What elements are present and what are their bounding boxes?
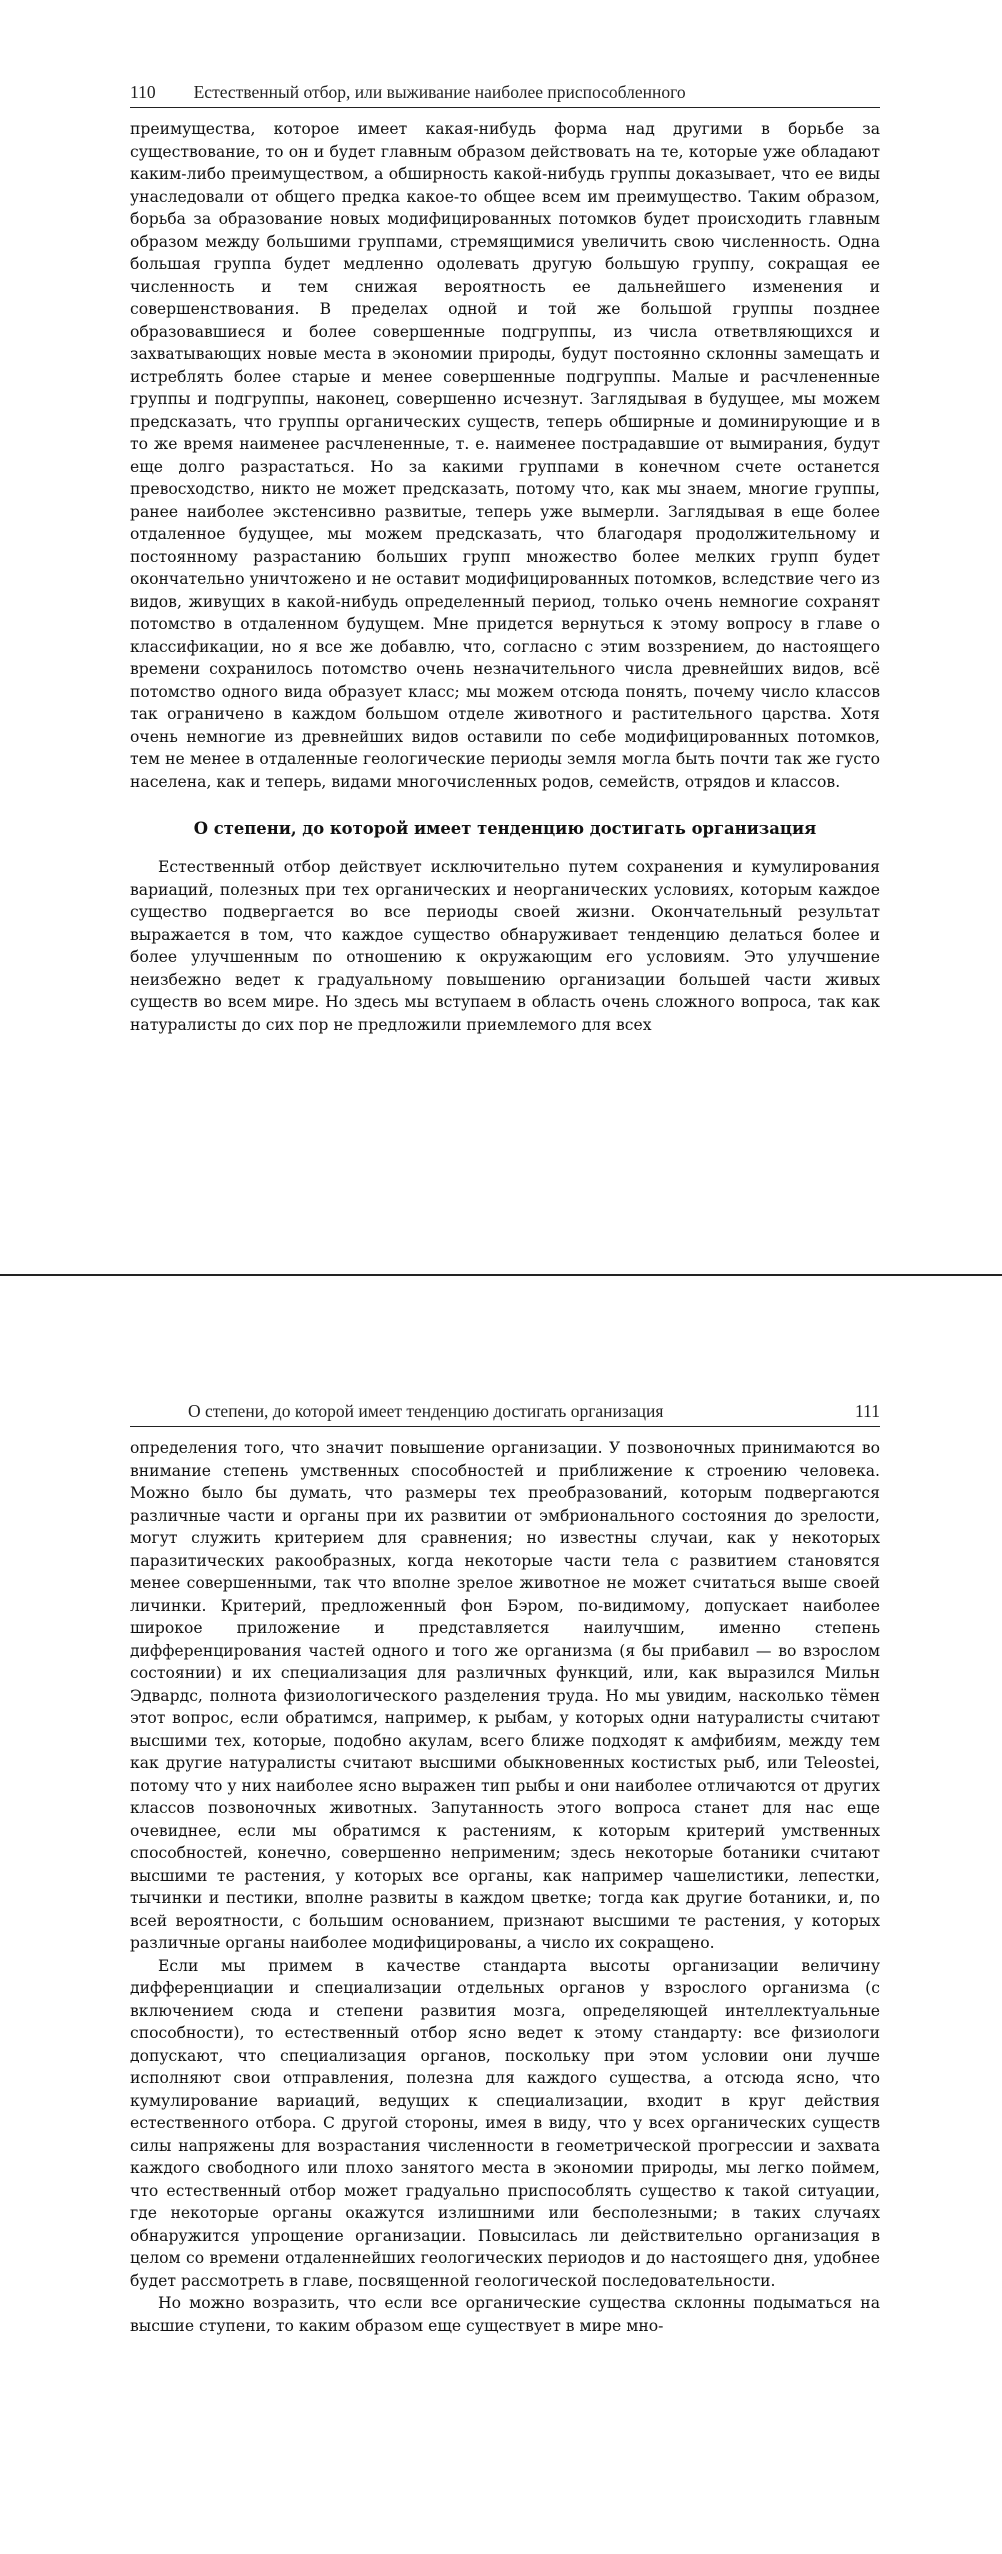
running-head bbox=[130, 82, 880, 108]
page-110 bbox=[0, 0, 1002, 1276]
section-heading: О степени, до которой имеет тенденцию достигать организация bbox=[193, 819, 817, 838]
paragraph: определения того, что значит повышение организации. У позвоночных принимаются во внимание степень умственных способностей и приближение к строению человека. Можно было бы думать, что размеры тех преобразований, которым подвергаются различные части и органы при их развитии от эмбрионального состояния до зрелости, могут служить критерием для сравнения; но известны случаи, как у некоторых паразитических ракообразных, когда некоторые части тела с развитием становятся менее совершенными, так что вполне зрелое животное не может считаться выше своей личинки. Критерий, предложенный фон Бэром, по-видимому, допускает наиболее широкое приложение и представляется наилучшим, именно степень дифференцирования частей одного и того же организма (я бы прибавил — во взрослом состоянии) и их специализация для различных функций, или, как выразился Мильн Эдвардс, полнота физиологического разделения труда. Но мы увидим, насколько тёмен этот вопрос, если обратимся, например, к рыбам, у которых одни натуралисты считают высшими тех, которые, подобно акулам, всего ближе подходят к амфибиям, между тем как другие натуралисты считают высшими обыкновенных костистых рыб, или Teleostei, потому что у них наиболее ясно выражен тип рыбы и они наиболее отличаются от других классов позвоночных животных. Запутанность этого вопроса станет для нас еще очевиднее, если мы обратимся к растениям, к которым критерий умственных способностей, конечно, совершенно неприменим; здесь некоторые ботаники считают высшими те растения, у которых все органы, как например чашелистики, лепестки, тычинки и пестики, вполне развиты в каждом цветке; тогда как другие ботаники, и, по всей вероятности, с большим основанием, признают высшими те растения, у которых различные органы наиболее модифицированы, а число их сокращено. bbox=[130, 1439, 880, 1952]
paragraph: Естественный отбор действует исключительно путем сохранения и кумулирования вариаций, полезных при тех органических и неорганических условиях, которым каждое существо подвергается во все периоды своей жизни. Окончательный результат выражается в том, что каждое существо обнаруживает тенденцию делаться более и более улучшенным по отношению к окружающим его условиям. Это улучшение неизбежно ведет к градуальному повышению организации большей части живых существ во всем мире. Но здесь мы вступаем в область очень сложного вопроса, так как натуралисты до сих пор не предложили приемлемого для всех bbox=[130, 858, 880, 1034]
running-head bbox=[130, 1401, 880, 1427]
page-111-content bbox=[130, 1401, 880, 2337]
page-number: 111 bbox=[855, 1401, 880, 1421]
running-head-title: О степени, до которой имеет тенденцию достигать организация bbox=[188, 1401, 664, 1421]
body-text bbox=[130, 1437, 880, 2337]
page-number: 110 bbox=[130, 82, 156, 102]
body-text bbox=[130, 118, 880, 1036]
paragraph: Если мы примем в качестве стандарта высоты организации величину дифференциации и специализации отдельных органов у взрослого организма (с включением сюда и степени развития мозга, определяющей интеллектуальные способности), то естественный отбор ясно ведет к этому стандарту: все физиологи допускают, что специализация органов, поскольку при этом условии они лучше исполняют свои отправления, полезна для каждого существа, а отсюда ясно, что кумулирование вариаций, ведущих к специализации, входит в круг действия естественного отбора. С другой стороны, имея в виду, что у всех органических существ силы напряжены для возрастания численности в геометрической прогрессии и захвата каждого свободного или плохо занятого места в экономии природы, мы легко поймем, что естественный отбор может градуально приспособлять существо к такой ситуации, где некоторые органы окажутся излишними или бесполезными; в таких случаях обнаружится упрощение организации. Повысилась ли действительно организация в целом со времени отдаленнейших геологических периодов и до настоящего дня, удобнее будет рассмотреть в главе, посвященной геологической последовательности. bbox=[130, 1956, 880, 2290]
page-111 bbox=[0, 1278, 1002, 2554]
running-head-title: Естественный отбор, или выживание наиболее приспособленного bbox=[193, 82, 686, 102]
paragraph: Но можно возразить, что если все органические существа склонны подыматься на высшие ступени, то каким образом еще существует в мире мно- bbox=[130, 2294, 880, 2335]
paragraph: преимущества, которое имеет какая-нибудь форма над другими в борьбе за существование, то он и будет главным образом действовать на те, которые уже обладают каким-либо преимуществом, а обширность какой-нибудь группы доказывает, что ее виды унаследовали от общего предка какое-то общее всем им преимущество. Таким образом, борьба за образование новых модифицированных потомков будет происходить главным образом между большими группами, стремящимися увеличить свою численность. Одна большая группа будет медленно одолевать другую большую группу, сокращая ее численность и тем снижая вероятность ее дальнейшего изменения и совершенствования. В пределах одной и той же большой группы позднее образовавшиеся и более совершенные подгруппы, из числа ответвляющихся и захватывающих новые места в экономии природы, будут постоянно склонны замещать и истреблять более старые и менее совершенные подгруппы. Малые и расчлененные группы и подгруппы, наконец, совершенно исчезнут. Заглядывая в будущее, мы можем предсказать, что группы органических существ, теперь обширные и доминирующие и в то же время наименее расчлененные, т. е. наименее пострадавшие от вымирания, будут еще долго разрастаться. Но за какими группами в конечном счете останется превосходство, никто не может предсказать, потому что, как мы знаем, многие группы, ранее наиболее экстенсивно развитые, теперь уже вымерли. Заглядывая в еще более отдаленное будущее, мы можем предсказать, что благодаря продолжительному и постоянному разрастанию больших групп множество более мелких групп будет окончательно уничтожено и не оставит модифицированных потомков, вследствие чего из видов, живущих в какой-нибудь определенный период, только очень немногие сохранят потомство в отдаленном будущем. Мне придется вернуться к этому вопросу в главе о классификации, но я все же добавлю, что, согласно с этим воззрением, до настоящего времени сохранилось потомство очень незначительного числа древнейших видов, всё потомство одного вида образует класс; мы можем отсюда понять, почему число классов так ограничено в каждом большом отделе животного и растительного царства. Хотя очень немногие из древнейших видов оставили по себе модифицированных потомков, тем не менее в отдаленные геологические периоды земля могла быть почти так же густо населена, как и теперь, видами многочисленных родов, семейств, отрядов и классов. bbox=[130, 120, 880, 791]
page-110-content bbox=[130, 82, 880, 1036]
